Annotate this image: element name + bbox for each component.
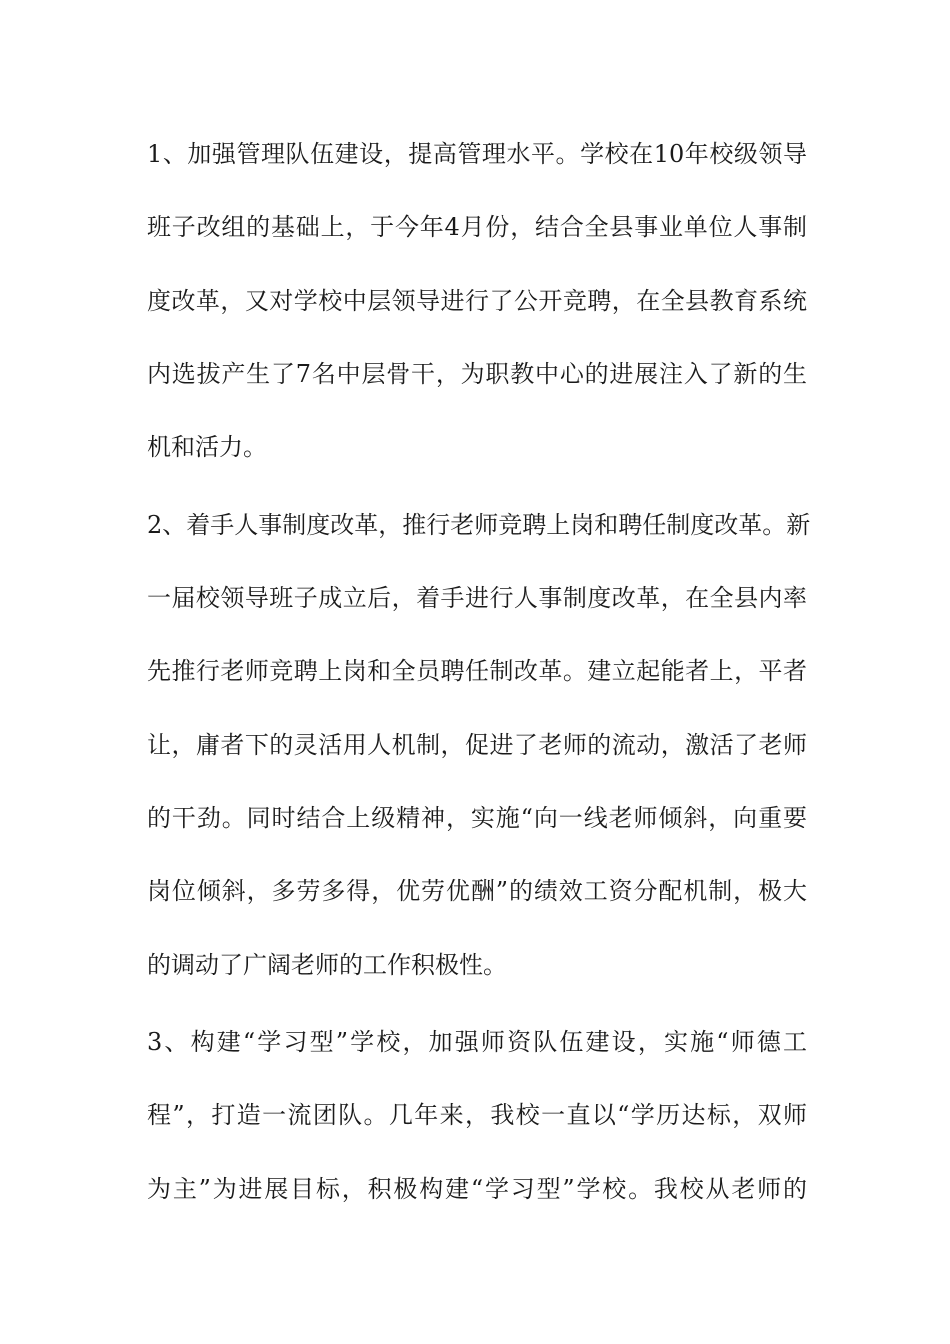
text-line: 的干劲。同时结合上级精神，实施“向一线老师倾斜，向重要 — [147, 804, 807, 832]
text-line: 让，庸者下的灵活用人机制，促进了老师的流动，激活了老师 — [147, 731, 807, 759]
text-line: 3、构建“学习型”学校，加强师资队伍建设，实施“师德工 — [147, 1028, 807, 1056]
text-line: 先推行老师竞聘上岗和全员聘任制改革。建立起能者上，平者 — [147, 657, 807, 685]
text-line: 机和活力。 — [147, 433, 267, 461]
text-line: 为主”为进展目标，积极构建“学习型”学校。我校从老师的 — [147, 1175, 807, 1203]
text-line: 2、着手人事制度改革，推行老师竞聘上岗和聘任制度改革。新 — [147, 511, 811, 539]
text-line: 1、加强管理队伍建设，提高管理水平。学校在10年校级领导 — [147, 140, 807, 168]
text-line: 程”，打造一流团队。几年来，我校一直以“学历达标，双师 — [147, 1101, 807, 1129]
text-line: 班子改组的基础上，于今年4月份，结合全县事业单位人事制 — [147, 213, 807, 241]
text-line: 度改革，又对学校中层领导进行了公开竞聘，在全县教育系统 — [147, 287, 807, 315]
text-line: 岗位倾斜，多劳多得，优劳优酬”的绩效工资分配机制，极大 — [147, 877, 807, 905]
text-line: 的调动了广阔老师的工作积极性。 — [147, 951, 507, 979]
text-line: 内选拔产生了7名中层骨干，为职教中心的进展注入了新的生 — [147, 360, 807, 388]
text-line: 一届校领导班子成立后，着手进行人事制度改革，在全县内率 — [147, 584, 807, 612]
